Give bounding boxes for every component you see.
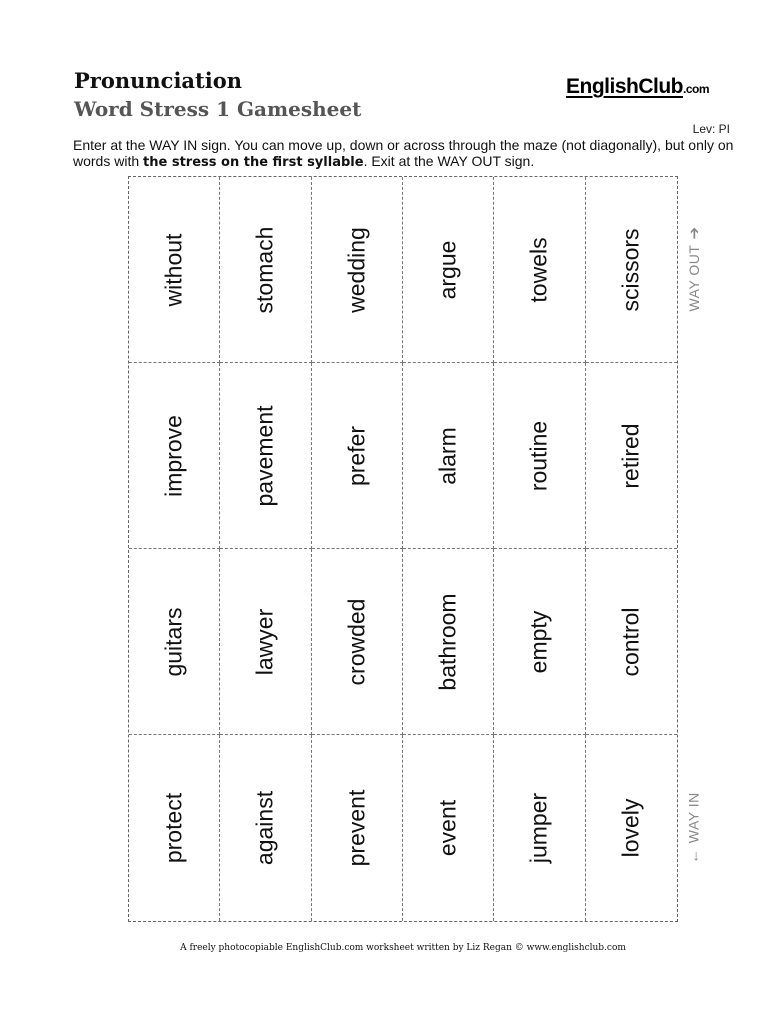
maze-word: event <box>434 799 461 857</box>
maze-cell <box>312 735 403 921</box>
maze-word: argue <box>434 240 461 299</box>
maze-cell <box>312 177 403 363</box>
instructions <box>73 137 743 171</box>
maze-cell <box>220 549 311 735</box>
maze-word: bathroom <box>434 592 461 691</box>
maze-word: improve <box>160 414 187 497</box>
maze-cell <box>312 549 403 735</box>
maze-cell <box>586 363 677 549</box>
maze-cell <box>586 735 677 921</box>
maze-word: prevent <box>343 789 370 867</box>
way-out-sign <box>685 226 703 311</box>
page-subtitle: Word Stress 1 Gamesheet <box>74 97 362 121</box>
maze-word: control <box>617 606 644 677</box>
maze-cell <box>494 177 585 363</box>
maze-cell <box>220 363 311 549</box>
maze-word: routine <box>525 420 552 491</box>
maze-word: lovely <box>617 798 644 858</box>
maze-word: wedding <box>343 226 370 313</box>
page-title: Pronunciation <box>74 68 242 93</box>
maze-word: prefer <box>343 425 370 486</box>
maze-cell <box>403 363 494 549</box>
maze-word: against <box>251 790 278 866</box>
maze-cell <box>494 549 585 735</box>
maze-word: towels <box>525 236 552 303</box>
maze-word: empty <box>525 610 552 673</box>
maze-word: guitars <box>160 606 187 677</box>
maze-cell <box>220 735 311 921</box>
maze-cell <box>220 177 311 363</box>
maze-cell <box>129 735 220 921</box>
maze-word: pavement <box>251 404 278 507</box>
maze-cell <box>312 363 403 549</box>
maze-cell <box>494 735 585 921</box>
maze-word: retired <box>617 422 644 489</box>
way-in-label: WAY IN <box>685 792 702 844</box>
maze-cell <box>403 735 494 921</box>
instructions-part-1: Enter at the WAY IN sign. You can move up, down or across through the maze (not diagonally), but only on words with <box>73 137 734 169</box>
logo-domain-text: .com <box>683 82 710 96</box>
maze-word: crowded <box>343 598 370 685</box>
maze-word: jumper <box>525 792 552 864</box>
way-out-label: WAY OUT <box>686 244 702 312</box>
englishclub-logo <box>566 75 709 99</box>
maze-cell <box>129 177 220 363</box>
arrow-right-icon: ➔ <box>686 226 703 240</box>
instructions-part-2: . Exit at the WAY OUT sign. <box>363 153 535 169</box>
arrow-left-icon: ← <box>685 848 703 864</box>
maze-word: without <box>160 233 187 306</box>
maze-word: lawyer <box>251 608 278 675</box>
maze-cell <box>129 363 220 549</box>
maze-cell <box>403 549 494 735</box>
word-maze-grid <box>128 176 678 922</box>
instructions-bold: the stress on the first syllable <box>143 155 364 170</box>
maze-word: stomach <box>251 226 278 313</box>
way-in-sign <box>686 792 703 863</box>
logo-main-text: EnglishClub <box>566 75 683 98</box>
maze-cell <box>494 363 585 549</box>
level-label: Lev: PI <box>692 122 730 136</box>
maze-word: scissors <box>617 227 644 312</box>
maze-cell <box>403 177 494 363</box>
maze-word: protect <box>160 792 187 864</box>
maze-word: alarm <box>434 426 461 485</box>
footer-credit: A freely photocopiable EnglishClub.com worksheet written by Liz Regan © www.englishclub.com <box>180 943 626 953</box>
maze-cell <box>586 549 677 735</box>
maze-cell <box>129 549 220 735</box>
maze-cell <box>586 177 677 363</box>
